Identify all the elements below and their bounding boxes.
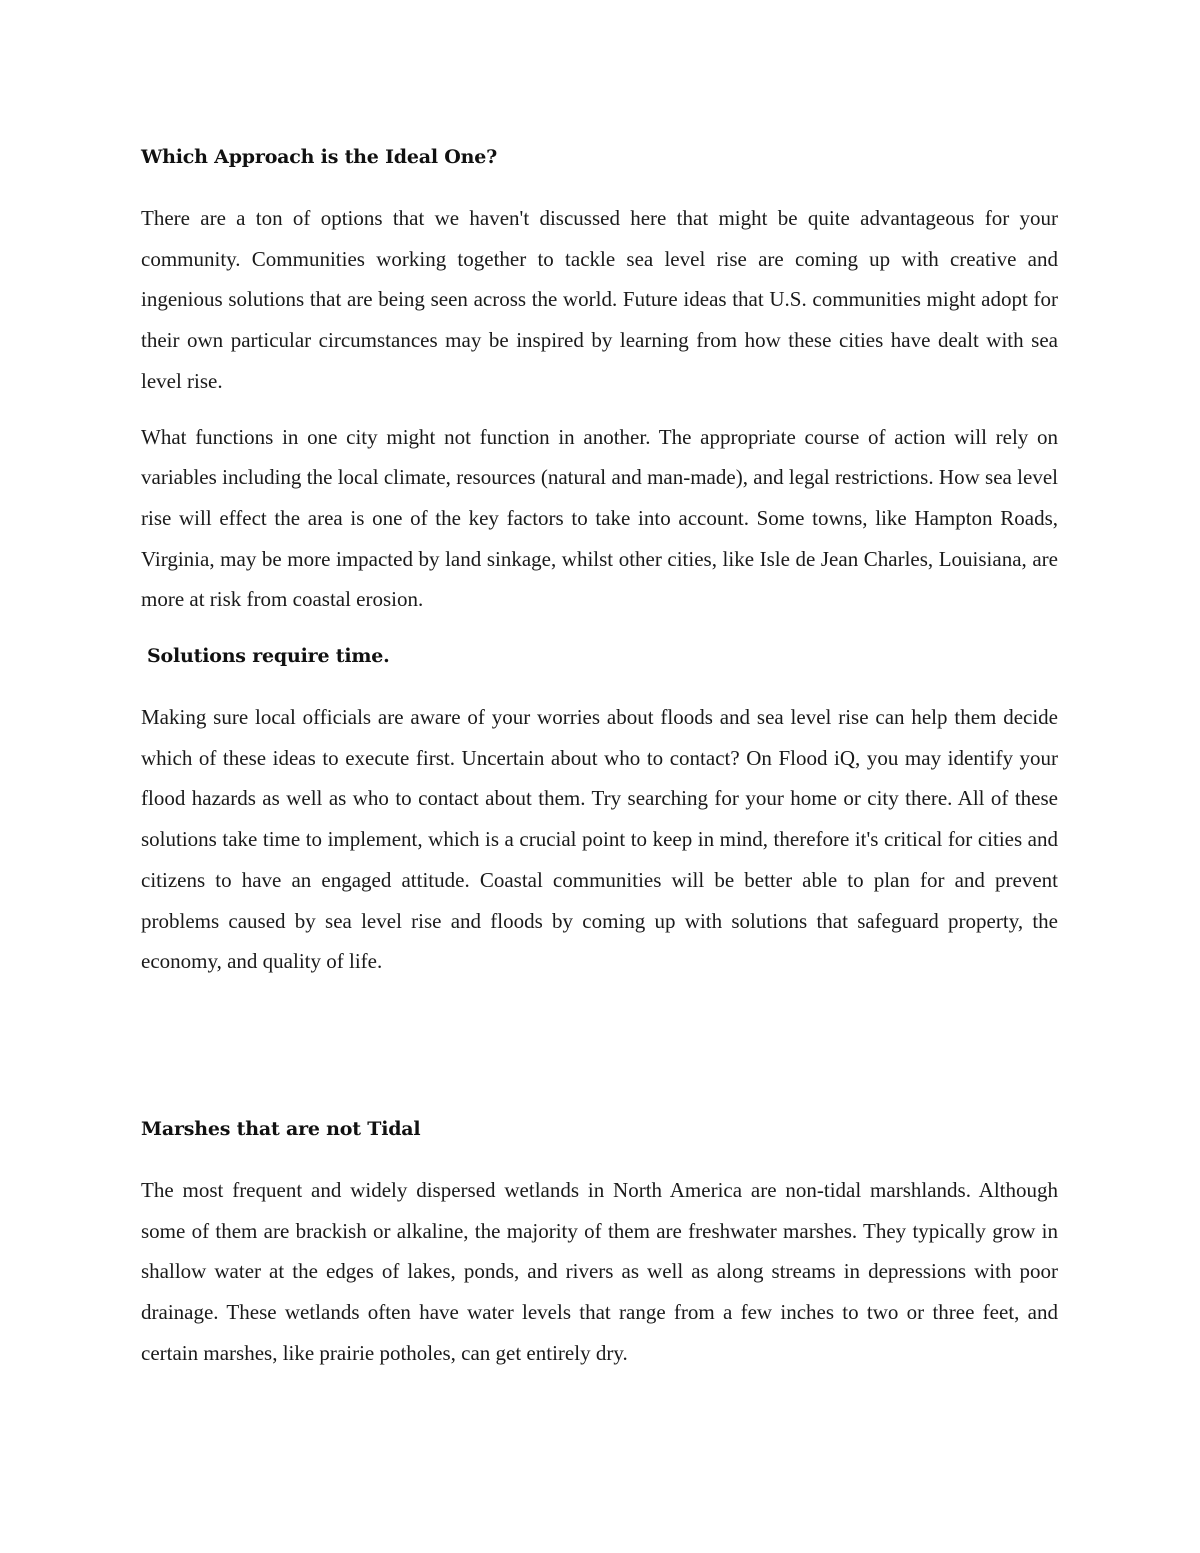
paragraph-non-tidal-marshlands: The most frequent and widely dispersed wetlands in North America are non-tidal marshlands. Although some of them are brackish or alkaline, the majority of them are freshwater marshes. They typically grow in shallow water at the edges of lakes, ponds, and rivers as well as along streams in depressions with poor drainage. These wetlands often have water levels that range from a few inches to two or three feet, and certain marshes, like prairie potholes, can get entirely dry. xyxy=(141,1177,1058,1365)
section-heading-non-tidal-marshes: Marshes that are not Tidal xyxy=(141,1117,421,1140)
paragraph-city-variables: What functions in one city might not function in another. The appropriate course of action will rely on variables including the local climate, resources (natural and man-made), and legal restrictions. How sea level rise will effect the area is one of the key factors to take into account. Some towns, like Hampton Roads, Virginia, may be more impacted by land sinkage, whilst other cities, like Isle de Jean Charles, Louisiana, are more at risk from coastal erosion. xyxy=(141,424,1058,612)
paragraph-local-officials: Making sure local officials are aware of your worries about floods and sea level rise can help them decide which of these ideas to execute first. Uncertain about who to contact? On Flood iQ, you may identify your flood hazards as well as who to contact about them. Try searching for your home or city there. All of these solutions take time to implement, which is a crucial point to keep in mind, therefore it's critical for cities and citizens to have an engaged attitude. Coastal communities will be better able to plan for and prevent problems caused by sea level rise and floods by coming up with solutions that safeguard property, the economy, and quality of life. xyxy=(141,705,1058,974)
paragraph-options: There are a ton of options that we haven't discussed here that might be quite advantageous for your community. Communities working together to tackle sea level rise are coming up with creative and ingenious solutions that are being seen across the world. Future ideas that U.S. communities might adopt for their own particular circumstances may be inspired by learning from how these cities have dealt with sea level rise. xyxy=(141,206,1058,393)
section-heading-ideal-approach: Which Approach is the Ideal One? xyxy=(141,146,498,168)
blank-space xyxy=(141,997,1058,1115)
document-body xyxy=(141,143,1058,1388)
section-heading-solutions-time: Solutions require time. xyxy=(147,645,390,668)
